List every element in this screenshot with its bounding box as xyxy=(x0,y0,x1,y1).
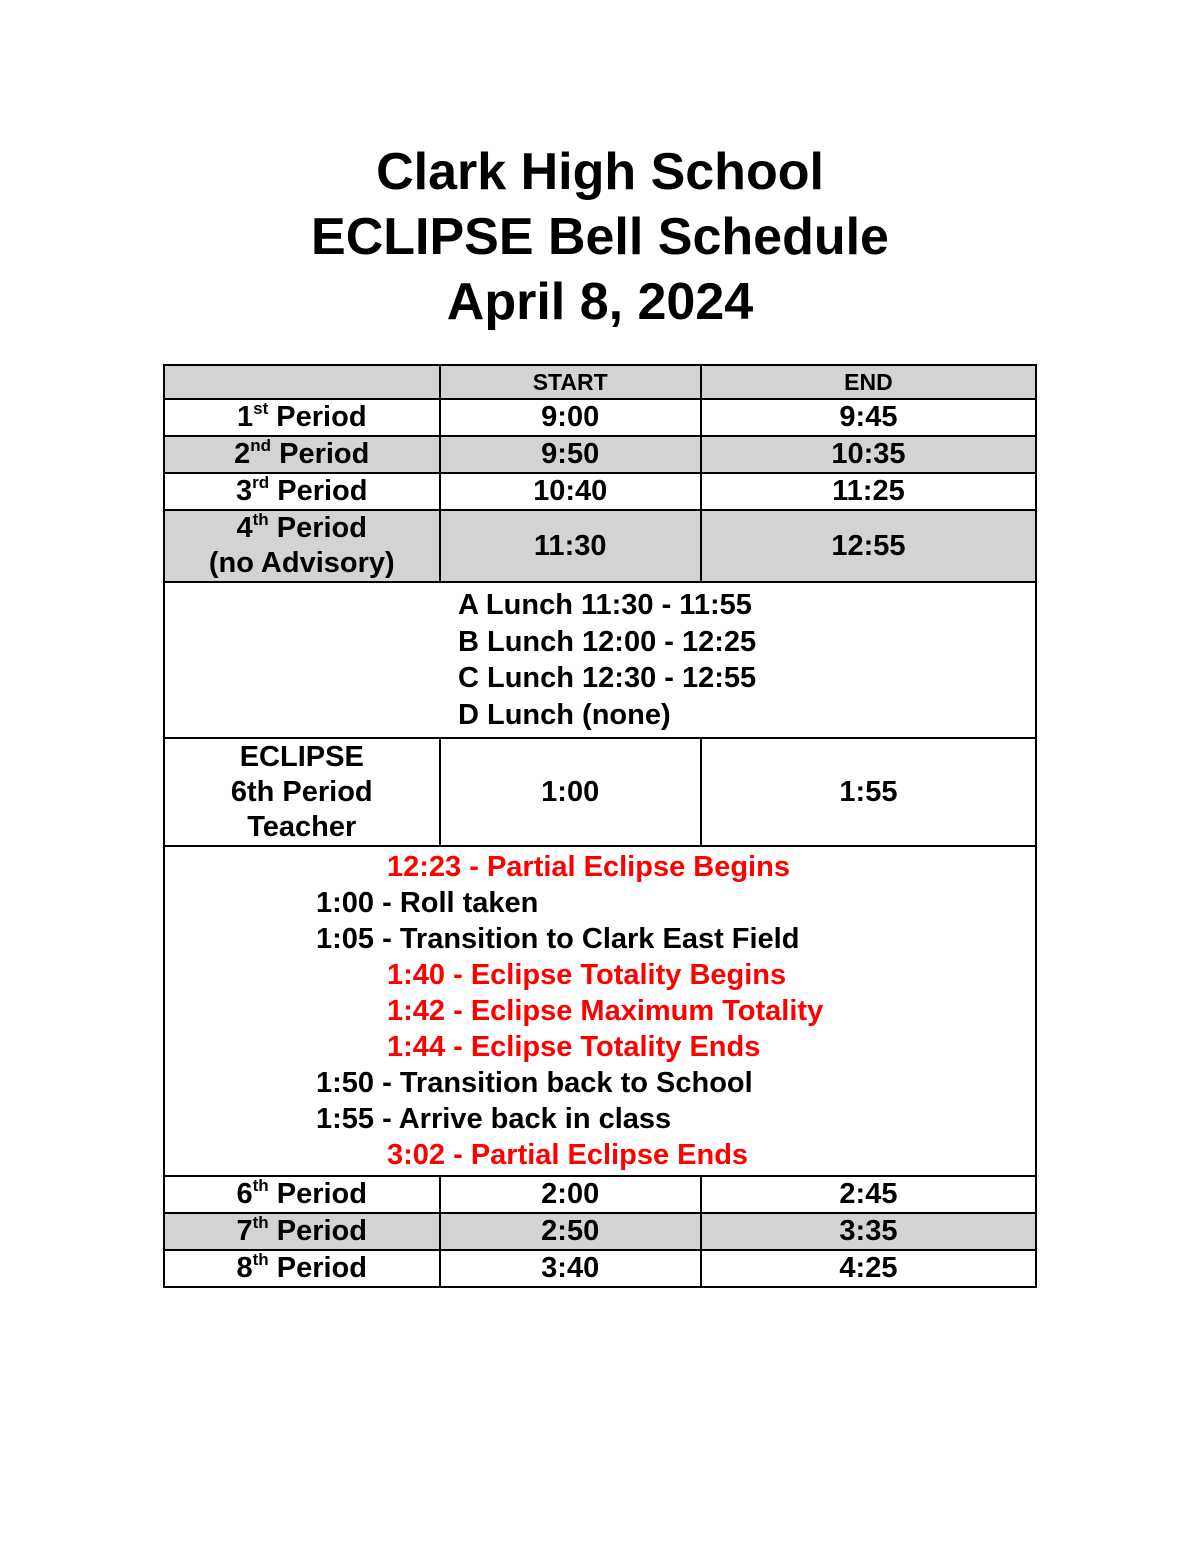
lunch-b: B Lunch 12:00 - 12:25 xyxy=(458,625,757,658)
eclipse-period-end: 1:55 xyxy=(701,738,1036,846)
table-row xyxy=(164,473,1036,510)
period-end-4: 12:55 xyxy=(701,510,1036,582)
header-label-cell xyxy=(164,365,440,399)
period-end-3: 11:25 xyxy=(701,473,1036,510)
eclipse-event-item: 3:02 - Partial Eclipse Ends xyxy=(387,1139,749,1171)
table-row xyxy=(164,436,1036,473)
table-row xyxy=(164,510,1036,582)
table-row xyxy=(164,1213,1036,1250)
table-row xyxy=(164,1176,1036,1213)
table-row xyxy=(164,399,1036,436)
eclipse-event-item: 1:42 - Eclipse Maximum Totality xyxy=(387,995,824,1027)
period-note-4: (no Advisory) xyxy=(208,547,395,579)
period-end-1: 9:45 xyxy=(701,399,1036,436)
eclipse-event-item: 1:05 - Transition to Clark East Field xyxy=(316,923,800,955)
lunch-list xyxy=(458,583,788,737)
bell-schedule-table xyxy=(163,364,1037,1288)
period-start-7: 2:50 xyxy=(440,1213,701,1250)
period-end-8: 4:25 xyxy=(701,1250,1036,1287)
table-row xyxy=(164,1250,1036,1287)
period-label-3: 3rd Period xyxy=(164,473,440,510)
eclipse-event-item: 1:40 - Eclipse Totality Begins xyxy=(387,959,787,991)
schedule-name: ECLIPSE Bell Schedule xyxy=(311,208,889,266)
eclipse-event-item: 1:00 - Roll taken xyxy=(316,887,539,919)
period-start-2: 9:50 xyxy=(440,436,701,473)
period-end-6: 2:45 xyxy=(701,1176,1036,1213)
lunch-d: D Lunch (none) xyxy=(458,698,671,731)
period-label-1: 1st Period xyxy=(164,399,440,436)
eclipse-events-cell xyxy=(164,846,1036,1176)
eclipse-period-start: 1:00 xyxy=(440,738,701,846)
period-start-4: 11:30 xyxy=(440,510,701,582)
school-name: Clark High School xyxy=(376,143,824,201)
eclipse-events-row xyxy=(164,846,1036,1176)
eclipse-event-item: 12:23 - Partial Eclipse Begins xyxy=(387,851,790,883)
period-label-6: 6th Period xyxy=(164,1176,440,1213)
eclipse-event-item: 1:55 - Arrive back in class xyxy=(316,1103,672,1135)
eclipse-period-label: ECLIPSE 6th Period Teacher xyxy=(164,738,440,846)
period-label-8: 8th Period xyxy=(164,1250,440,1287)
schedule-date: April 8, 2024 xyxy=(446,273,754,331)
header-start-cell: START xyxy=(440,365,701,399)
period-label-7: 7th Period xyxy=(164,1213,440,1250)
period-label-4: 4th Period (no Advisory) xyxy=(164,510,440,582)
eclipse-period-row xyxy=(164,738,1036,846)
lunch-row xyxy=(164,582,1036,738)
document-title xyxy=(0,140,1200,335)
period-start-3: 10:40 xyxy=(440,473,701,510)
period-end-7: 3:35 xyxy=(701,1213,1036,1250)
period-end-2: 10:35 xyxy=(701,436,1036,473)
table-header-row xyxy=(164,365,1036,399)
lunch-c: C Lunch 12:30 - 12:55 xyxy=(458,662,757,694)
eclipse-event-item: 1:44 - Eclipse Totality Ends xyxy=(387,1031,761,1063)
lunch-a: A Lunch 11:30 - 11:55 xyxy=(458,589,752,621)
lunch-cell xyxy=(164,582,1036,738)
period-start-8: 3:40 xyxy=(440,1250,701,1287)
period-start-6: 2:00 xyxy=(440,1176,701,1213)
period-start-1: 9:00 xyxy=(440,399,701,436)
period-label-2: 2nd Period xyxy=(164,436,440,473)
header-end-cell: END xyxy=(701,365,1036,399)
eclipse-events-list xyxy=(165,847,1035,1175)
eclipse-event-item: 1:50 - Transition back to School xyxy=(316,1067,753,1099)
